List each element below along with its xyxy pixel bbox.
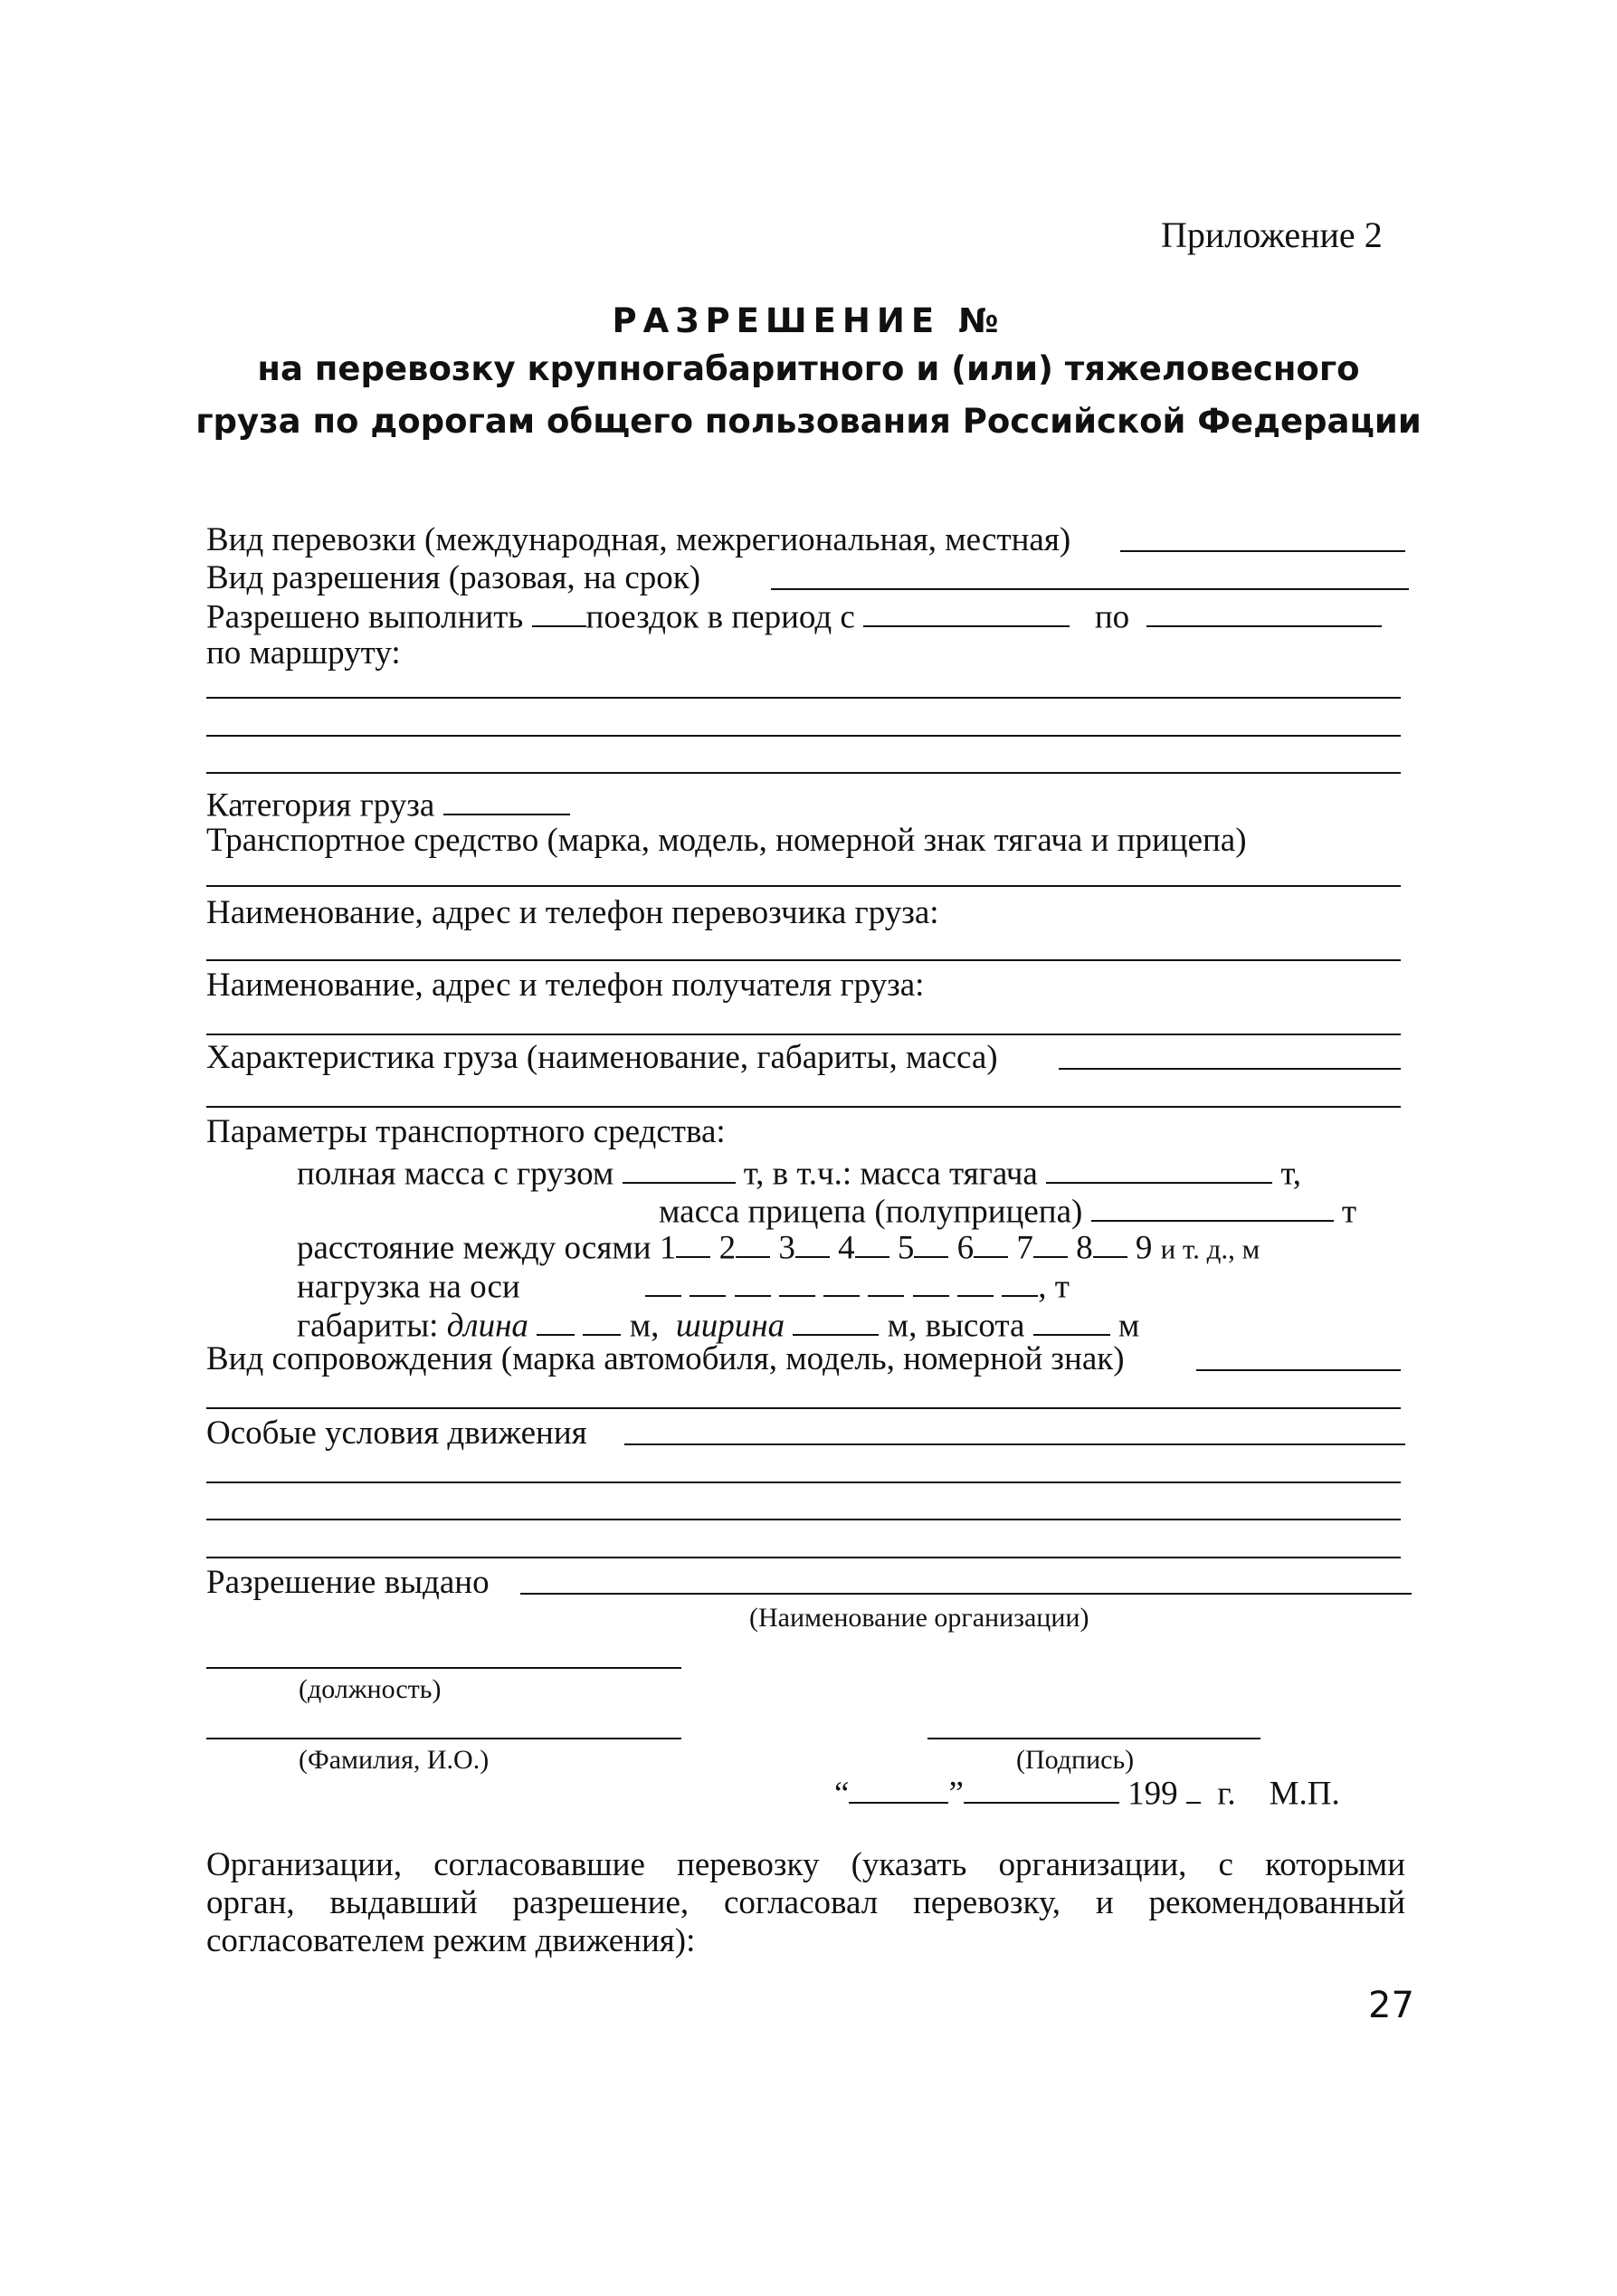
date-quote-close: ” <box>948 1775 964 1813</box>
cargo-category-row <box>206 786 570 822</box>
trailer-mass-unit: т <box>1341 1193 1356 1231</box>
permit-type-label: Вид разрешения (разовая, на срок) <box>206 559 701 596</box>
axle-field-3[interactable] <box>795 1228 830 1258</box>
axle-load-row <box>297 1267 1070 1306</box>
issued-field[interactable] <box>520 1593 1412 1595</box>
carrier-label: Наименование, адрес и телефон перевозчика груза: <box>206 894 939 931</box>
fio-field[interactable] <box>206 1738 681 1739</box>
date-year: 199 <box>1127 1775 1178 1813</box>
trailer-mass-label: масса прицепа (полуприцепа) <box>659 1193 1083 1231</box>
axle-num-2: 2 <box>718 1229 737 1267</box>
issued-label: Разрешение выдано <box>206 1564 490 1601</box>
transport-type-label: Вид перевозки (международная, межрегиональная, местная) <box>206 521 1071 558</box>
axle-load-field-4[interactable] <box>779 1267 815 1297</box>
axle-load-label: нагрузка на оси <box>297 1268 520 1306</box>
special-conditions-line-2[interactable] <box>206 1481 1401 1483</box>
stamp-label: М.П. <box>1269 1775 1340 1813</box>
axle-load-field-9[interactable] <box>1002 1267 1038 1297</box>
dimensions-label: габариты: <box>297 1307 439 1345</box>
document-title: РАЗРЕШЕНИЕ № <box>612 301 1005 340</box>
orgs-line-3: согласователем режим движения): <box>206 1922 696 1959</box>
length-unit: м, <box>629 1307 660 1345</box>
escort-field-2[interactable] <box>206 1407 1401 1409</box>
full-mass-field[interactable] <box>623 1154 736 1184</box>
axle-distance-label: расстояние между осями <box>297 1229 652 1267</box>
period-from-field[interactable] <box>863 597 1070 627</box>
axle-field-2[interactable] <box>736 1228 770 1258</box>
vehicle-label: Транспортное средство (марка, модель, номерной знак тягача и прицепа) <box>206 822 1247 859</box>
axle-field-6[interactable] <box>974 1228 1008 1258</box>
escort-field[interactable] <box>1196 1369 1401 1371</box>
axle-load-field-8[interactable] <box>957 1267 994 1297</box>
width-field[interactable] <box>793 1306 879 1336</box>
axle-num-6: 6 <box>956 1229 975 1267</box>
cargo-char-label: Характеристика груза (наименование, габариты, масса) <box>206 1039 998 1076</box>
special-conditions-line-4[interactable] <box>206 1557 1401 1558</box>
axle-etc-label: и т. д., м <box>1160 1233 1260 1265</box>
date-month-field[interactable] <box>964 1774 1119 1804</box>
axle-load-field-2[interactable] <box>690 1267 726 1297</box>
route-label: по маршруту: <box>206 634 401 672</box>
allowed-trips-row <box>206 597 1382 634</box>
width-label: ширина <box>675 1307 785 1345</box>
axle-field-4[interactable] <box>855 1228 889 1258</box>
route-line-2[interactable] <box>206 735 1401 737</box>
position-field[interactable] <box>206 1667 681 1669</box>
carrier-field[interactable] <box>206 959 1401 961</box>
axle-load-unit: , т <box>1038 1268 1070 1306</box>
allowed-trips-label: Разрешено выполнить <box>206 598 524 636</box>
length-field-2[interactable] <box>583 1306 621 1336</box>
appendix-label: Приложение 2 <box>1161 214 1383 255</box>
axle-num-3: 3 <box>778 1229 795 1267</box>
trailer-mass-field[interactable] <box>1091 1192 1334 1222</box>
date-year-suffix: г. <box>1217 1775 1236 1813</box>
axle-load-field-3[interactable] <box>735 1267 771 1297</box>
cargo-char-field[interactable] <box>1059 1068 1401 1070</box>
signature-caption: (Подпись) <box>1016 1745 1135 1775</box>
vehicle-params-label: Параметры транспортного средства: <box>206 1113 726 1150</box>
signature-field[interactable] <box>927 1738 1260 1739</box>
axle-load-field-1[interactable] <box>645 1267 681 1297</box>
height-label: м, высота <box>887 1307 1025 1345</box>
axle-load-field-5[interactable] <box>823 1267 860 1297</box>
full-mass-label: полная масса с грузом <box>297 1155 614 1193</box>
vehicle-field[interactable] <box>206 885 1401 887</box>
axle-num-1: 1 <box>659 1229 677 1267</box>
axle-field-5[interactable] <box>914 1228 948 1258</box>
date-day-field[interactable] <box>849 1774 948 1804</box>
height-field[interactable] <box>1033 1306 1110 1336</box>
period-to-field[interactable] <box>1146 597 1382 627</box>
special-conditions-field[interactable] <box>624 1443 1405 1445</box>
fio-caption: (Фамилия, И.О.) <box>299 1745 490 1775</box>
org-name-caption: (Наименование организации) <box>749 1603 1089 1633</box>
dimensions-row <box>297 1306 1140 1345</box>
length-label: длина <box>446 1307 528 1345</box>
axle-num-4: 4 <box>838 1229 855 1267</box>
axle-field-1[interactable] <box>676 1228 710 1258</box>
document-subtitle-line2: груза по дорогам общего пользования Российской Федерации <box>195 402 1422 441</box>
receiver-label: Наименование, адрес и телефон получателя груза: <box>206 967 925 1004</box>
date-year-field[interactable] <box>1186 1774 1201 1804</box>
tractor-mass-unit: т, <box>1280 1155 1301 1193</box>
trailer-mass-row <box>659 1192 1356 1231</box>
axle-distance-row <box>297 1228 1260 1267</box>
special-conditions-line-3[interactable] <box>206 1519 1401 1520</box>
special-conditions-label: Особые условия движения <box>206 1415 587 1452</box>
full-mass-incl-label: т, в т.ч.: масса тягача <box>743 1155 1038 1193</box>
date-quote-open: “ <box>834 1775 850 1813</box>
document-subtitle-line1: на перевозку крупногабаритного и (или) тяжеловесного <box>257 349 1360 388</box>
orgs-line-1: Организации, согласовавшие перевозку (указать организации, с которыми <box>206 1846 1405 1883</box>
axle-load-field-6[interactable] <box>868 1267 904 1297</box>
page-number: 27 <box>1368 1985 1414 2026</box>
escort-label: Вид сопровождения (марка автомобиля, модель, номерной знак) <box>206 1340 1125 1377</box>
tractor-mass-field[interactable] <box>1046 1154 1272 1184</box>
axle-num-8: 8 <box>1076 1229 1093 1267</box>
route-line-3[interactable] <box>206 772 1401 774</box>
position-caption: (должность) <box>299 1674 442 1704</box>
axle-num-9: 9 <box>1135 1229 1153 1267</box>
trips-count-field[interactable] <box>532 597 586 627</box>
orgs-line-2: орган, выдавший разрешение, согласовал перевозку, и рекомендованный <box>206 1884 1405 1921</box>
height-unit: м <box>1118 1307 1140 1345</box>
axle-num-5: 5 <box>897 1229 915 1267</box>
cargo-char-field-2[interactable] <box>206 1106 1401 1108</box>
trips-period-label: поездок в период с <box>585 598 855 636</box>
full-mass-row <box>297 1154 1301 1193</box>
date-row <box>834 1774 1340 1813</box>
axle-field-7[interactable] <box>1033 1228 1068 1258</box>
axle-field-8[interactable] <box>1093 1228 1127 1258</box>
length-field-1[interactable] <box>537 1306 575 1336</box>
route-line-1[interactable] <box>206 697 1401 699</box>
cargo-category-label: Категория груза <box>206 786 435 824</box>
permit-type-field[interactable] <box>771 588 1409 590</box>
cargo-category-field[interactable] <box>443 786 570 815</box>
axle-num-7: 7 <box>1016 1229 1033 1267</box>
transport-type-field[interactable] <box>1120 550 1405 552</box>
period-to-label: по <box>1094 598 1130 636</box>
receiver-field[interactable] <box>206 1034 1401 1035</box>
axle-load-field-7[interactable] <box>913 1267 949 1297</box>
